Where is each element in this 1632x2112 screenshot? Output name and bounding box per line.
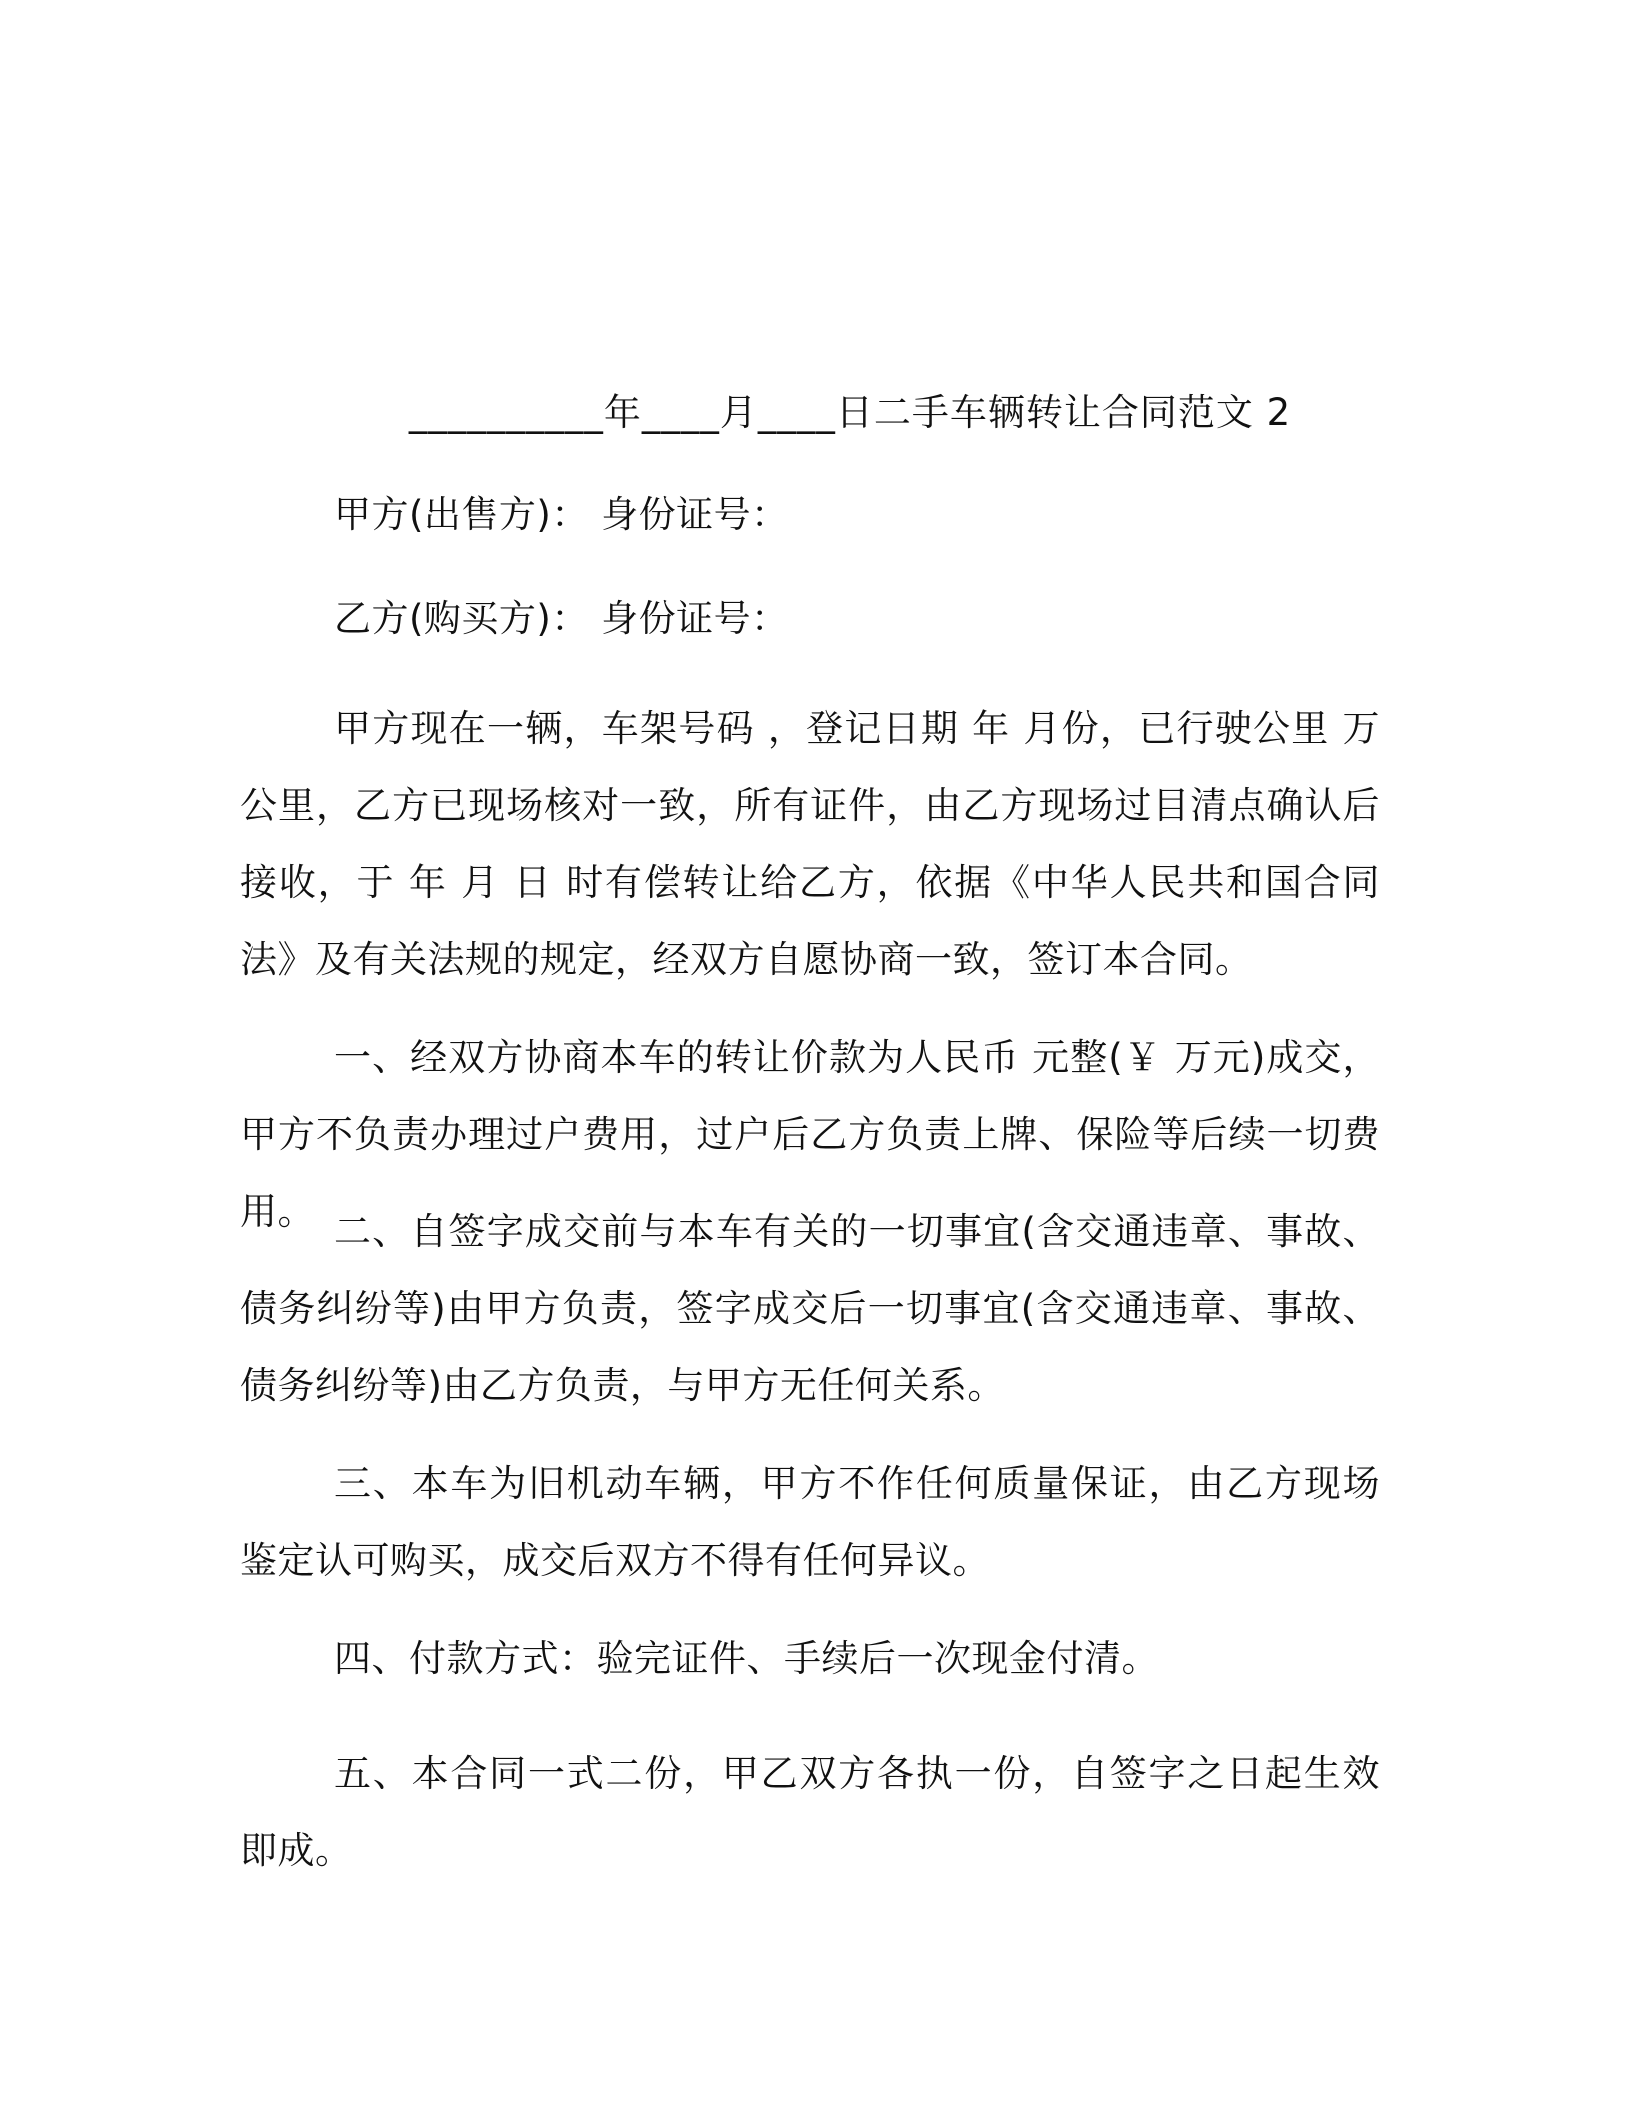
intro-paragraph [240,690,1380,998]
clause-5-paragraph [240,1735,1380,1889]
clause-4-text: 四、付款方式：验完证件、手续后一次现金付清。 [334,1637,1159,1680]
intro-text: 甲方现在一辆，车架号码 ，登记日期 年 月份，已行驶公里 万公里，乙方已现场核对一致，所有证件，由乙方现场过目清点确认后接收，于 年 月 日 时有偿转让给乙方，依据《中华人民共和国合同法》及有关法规的规定，经双方自愿协商一致，签订本合同。 [240,707,1380,981]
party-b-line: 乙方(购买方)： 身份证号： [334,597,789,640]
clause-2-text: 二、自签字成交前与本车有关的一切事宜(含交通违章、事故、债务纠纷等)由甲方负责，签字成交后一切事宜(含交通违章、事故、债务纠纷等)由乙方负责，与甲方无任何关系。 [240,1210,1380,1407]
clause-3-paragraph [240,1445,1380,1599]
clause-3-text: 三、本车为旧机动车辆，甲方不作任何质量保证，由乙方现场鉴定认可购买，成交后双方不得有任何异议。 [240,1462,1380,1582]
clause-5-text: 五、本合同一式二份，甲乙双方各执一份，自签字之日起生效即成。 [240,1752,1380,1872]
document-title: __________年____月____日二手车辆转让合同范文 2 [408,391,1292,434]
clause-1-text: 一、经双方协商本车的转让价款为人民币 元整(￥ 万元)成交，甲方不负责办理过户费用，过户后乙方负责上牌、保险等后续一切费用。 [240,1036,1380,1233]
clause-4-paragraph [240,1620,1380,1697]
clause-2-paragraph [240,1193,1380,1424]
party-a-line: 甲方(出售方)： 身份证号： [334,493,789,536]
